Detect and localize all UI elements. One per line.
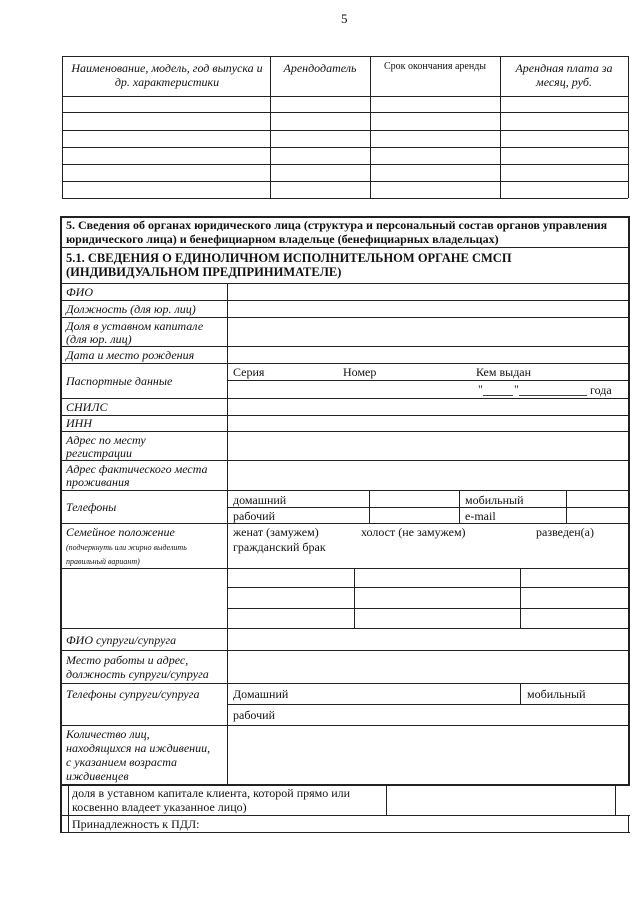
share-client-2: косвенно владеет указанное лицо) <box>72 800 247 814</box>
pdl-label: Принадлежность к ПДЛ: <box>72 817 200 831</box>
label-family-note-2: правильный вариант) <box>66 557 140 566</box>
label-family: Семейное положение <box>66 525 175 539</box>
section5-title: 5. Сведения об органах юридического лица (структура и персональный состав органов управления юридического лица) и бенефициарном владельце (бенефициарных владельцах) <box>66 218 608 246</box>
phone-work: рабочий <box>233 509 275 523</box>
phone-mobile: мобильный <box>465 493 524 507</box>
phone-home: домашний <box>233 493 287 507</box>
label-share-2: (для юр. лиц) <box>66 332 132 346</box>
label-dependents-4: иждивенцев <box>66 769 129 783</box>
label-dependents-2: находящихся на иждивении, <box>66 741 211 755</box>
label-position: Должность (для юр. лиц) <box>66 302 196 316</box>
passport-issued: Кем выдан <box>476 365 532 379</box>
label-dependents-3: с указанием возраста <box>66 755 177 769</box>
spouse-work-phone: рабочий <box>233 708 275 722</box>
share-client-1: доля в уставном капитале клиента, которой прямо или <box>72 786 351 800</box>
label-reg-addr-1: Адрес по месту <box>66 433 146 447</box>
family-single[interactable]: холост (не замужем) <box>361 525 466 539</box>
passport-series: Серия <box>233 365 265 379</box>
lease-header-term: Срок окончания аренды <box>383 61 487 72</box>
label-fact-addr-2: проживания <box>66 475 130 489</box>
lease-header-name: Наименование, модель, год выпуска и др. характеристики <box>71 61 263 89</box>
family-divorced[interactable]: разведен(а) <box>536 525 595 539</box>
label-inn: ИНН <box>66 416 92 430</box>
passport-quote-1: " <box>478 382 483 396</box>
label-reg-addr-2: регистрации <box>66 446 132 460</box>
label-spouse-work-1: Место работы и адрес, <box>66 653 189 667</box>
spouse-mobile: мобильный <box>527 687 586 701</box>
lease-header-rent: Арендная плата за месяц, руб. <box>515 61 613 89</box>
label-family-note-1: (подчеркнуть или жирно выделить <box>66 543 187 552</box>
passport-year: года <box>590 383 612 397</box>
label-birth: Дата и место рождения <box>66 348 195 362</box>
lease-header-lessor: Арендодатель <box>283 61 357 75</box>
label-share-1: Доля в уставном капитале <box>66 319 204 333</box>
passport-quote-2: " <box>514 382 519 396</box>
label-passport: Паспортные данные <box>66 374 173 388</box>
label-dependents-1: Количество лиц, <box>66 727 150 741</box>
label-spouse-fio: ФИО супруги/супруга <box>66 633 177 647</box>
label-spouse-phones: Телефоны супруги/супруга <box>66 687 200 701</box>
label-spouse-work-2: должность супруги/супруга <box>66 667 209 681</box>
label-fact-addr-1: Адрес фактического места <box>66 462 208 476</box>
family-civil[interactable]: гражданский брак <box>233 540 326 554</box>
spouse-home: Домашний <box>233 687 289 701</box>
label-snils: СНИЛС <box>66 400 108 414</box>
passport-number: Номер <box>343 365 377 379</box>
label-fio: ФИО <box>66 285 93 299</box>
phone-email: e-mail <box>465 509 496 523</box>
label-phones: Телефоны <box>66 500 117 514</box>
section5-1-title: 5.1. СВЕДЕНИЯ О ЕДИНОЛИЧНОМ ИСПОЛНИТЕЛЬНОМ ОРГАНЕ СМСП (ИНДИВИДУАЛЬНОМ ПРЕДПРИНИМАТЕЛЕ) <box>66 251 512 279</box>
page-number: 5 <box>341 11 348 26</box>
family-married[interactable]: женат (замужем) <box>233 525 319 539</box>
